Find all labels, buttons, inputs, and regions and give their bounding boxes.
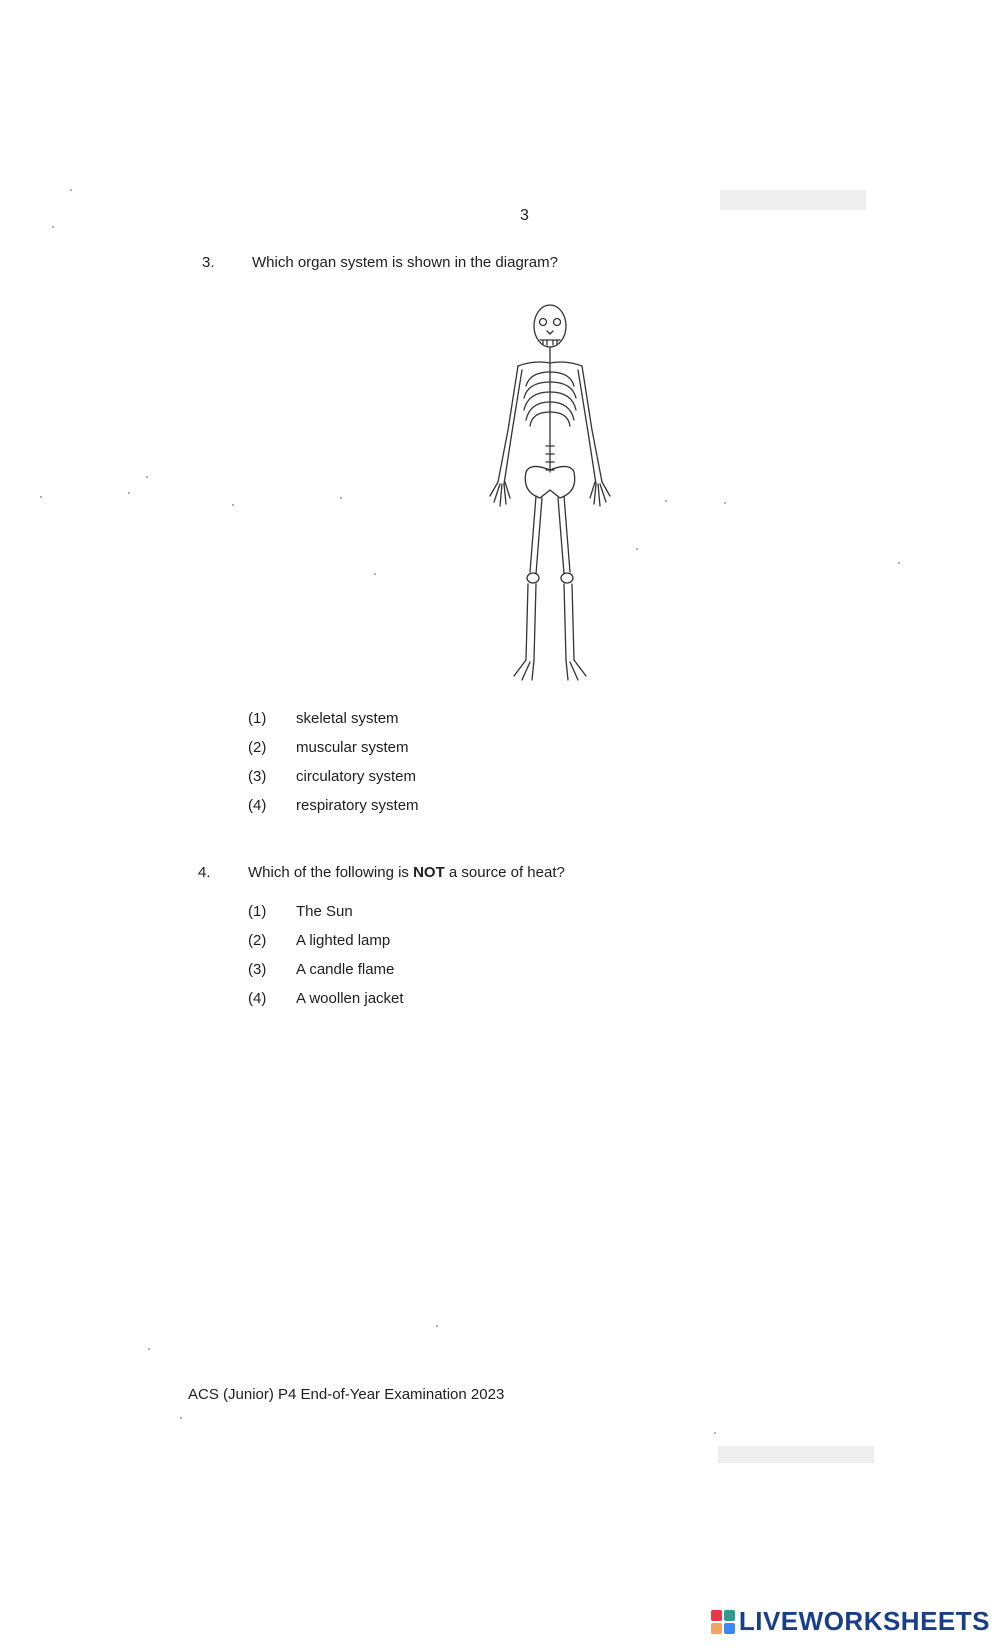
option-number: (2) — [248, 739, 267, 756]
question-text-start: Which of the following is — [248, 864, 414, 881]
page-number: 3 — [520, 207, 529, 224]
option-number: (1) — [248, 903, 267, 920]
option-text: A woollen jacket — [296, 990, 404, 1007]
question-number: 3. — [202, 254, 215, 271]
skeleton-icon — [470, 300, 630, 700]
option-text: skeletal system — [296, 710, 399, 727]
option-number: (3) — [248, 961, 267, 978]
question-text-emphasis: NOT — [413, 864, 445, 881]
scan-artifact-bottom — [718, 1446, 874, 1463]
option-text: muscular system — [296, 739, 409, 756]
question-text-end: a source of heat? — [444, 864, 565, 881]
option-number: (4) — [248, 797, 267, 814]
exam-footer: ACS (Junior) P4 End-of-Year Examination 2023 — [188, 1386, 505, 1403]
option-number: (4) — [248, 990, 267, 1007]
option-number: (3) — [248, 768, 267, 785]
option-text: A candle flame — [296, 961, 395, 978]
question-text: Which organ system is shown in the diagram? — [252, 254, 558, 271]
option-number: (1) — [248, 710, 267, 727]
scan-artifact-top — [720, 190, 866, 210]
option-text: The Sun — [296, 903, 353, 920]
question-number: 4. — [198, 864, 211, 881]
question-text — [248, 864, 565, 881]
brand-name: LIVEWORKSHEETS — [738, 1606, 990, 1636]
liveworksheets-logo-icon — [711, 1610, 735, 1634]
option-text: respiratory system — [296, 797, 419, 814]
option-text: circulatory system — [296, 768, 417, 785]
option-text: A lighted lamp — [296, 932, 391, 949]
option-number: (2) — [248, 932, 267, 949]
liveworksheets-brand-link[interactable] — [711, 1606, 990, 1637]
